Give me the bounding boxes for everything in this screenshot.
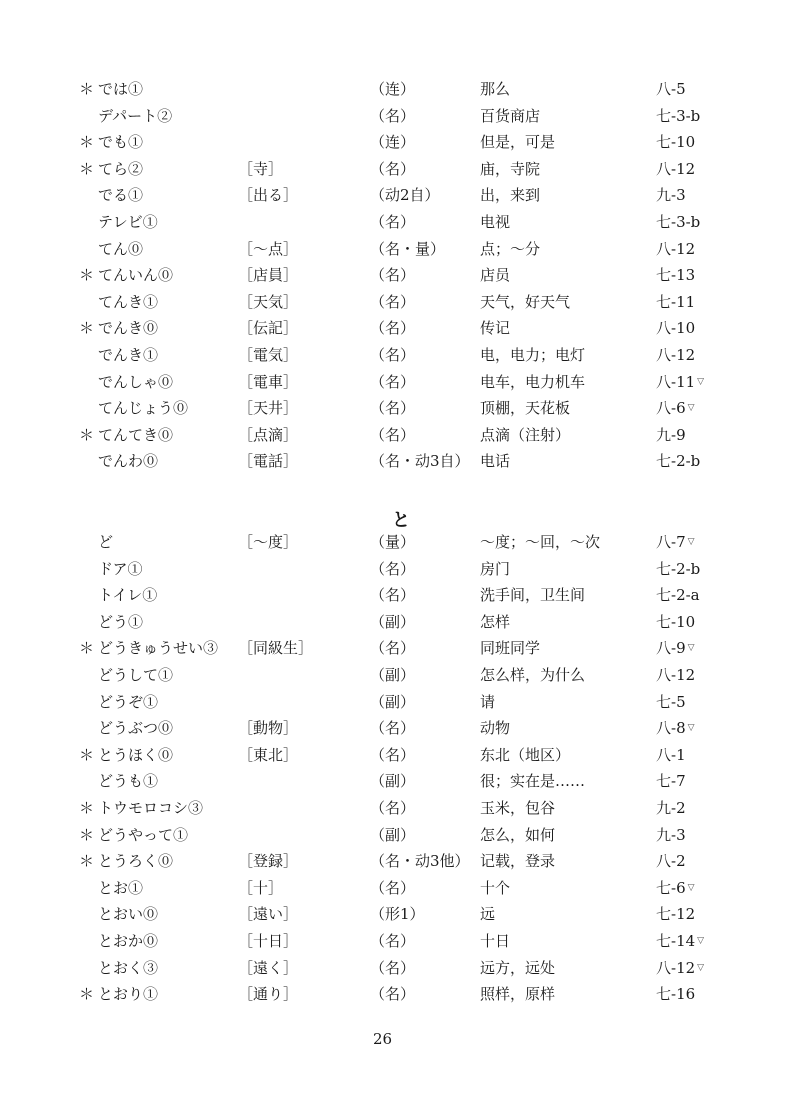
triangle-mark: ▽ xyxy=(687,882,695,893)
entry-lesson: 八-1 xyxy=(656,745,686,764)
entry-reading: でんき⓪ xyxy=(98,319,159,338)
entry-lesson: 七-13 xyxy=(656,266,696,285)
entry-part-of-speech: （名） xyxy=(370,799,416,817)
entry-lesson: 八-10 xyxy=(656,319,696,338)
entry-meaning: 但是，可是 xyxy=(480,133,556,152)
entry-kanji: ［天気］ xyxy=(238,292,299,311)
entry-meaning: 远方，远处 xyxy=(480,958,556,977)
entry-meaning: 百货商店 xyxy=(480,106,541,125)
entry-reading: とおく③ xyxy=(98,958,159,977)
vocab-entry xyxy=(0,315,800,341)
entry-reading: トウモロコシ③ xyxy=(98,799,204,817)
entry-reading: てんじょう⓪ xyxy=(98,399,189,418)
triangle-mark: ▽ xyxy=(687,537,695,547)
entry-lesson: 八-11 ▽ xyxy=(656,369,695,395)
entry-part-of-speech: （形1） xyxy=(370,905,425,924)
entry-lesson: 七-5 xyxy=(656,692,686,711)
entry-part-of-speech: （名） xyxy=(370,878,416,897)
entry-meaning: 天气，好天气 xyxy=(480,292,571,311)
entry-lesson: 七-7 xyxy=(656,772,686,791)
entry-meaning: 记载，登录 xyxy=(480,852,556,871)
vocab-entry xyxy=(0,395,800,421)
entry-part-of-speech: （名） xyxy=(370,266,416,285)
entry-lesson: 七-11 xyxy=(656,292,696,311)
entry-reading: でも① xyxy=(98,133,144,152)
entry-kanji: ［天井］ xyxy=(238,399,299,418)
entry-meaning: ～度；～回，～次 xyxy=(480,533,601,551)
entry-reading: てん⓪ xyxy=(98,239,144,258)
entry-reading: どうぞ① xyxy=(98,692,159,711)
entry-kanji: ［出る］ xyxy=(238,186,299,205)
vocab-entry xyxy=(0,422,800,448)
entry-meaning: 电车，电力机车 xyxy=(480,372,586,391)
entry-reading: デパート② xyxy=(98,106,173,125)
vocab-entry xyxy=(0,209,800,235)
entry-kanji: ［点滴］ xyxy=(238,425,299,444)
triangle-mark: ▽ xyxy=(697,936,705,946)
important-mark: ＊ xyxy=(79,852,95,871)
section-header-to: と xyxy=(392,510,410,531)
entry-lesson: 七-14 ▽ xyxy=(656,928,695,954)
important-mark: ＊ xyxy=(79,80,95,98)
vocab-entry xyxy=(0,76,800,102)
entry-lesson: 七-3-b xyxy=(656,213,701,231)
entry-lesson: 七-10 xyxy=(656,612,696,631)
entry-kanji: ［登録］ xyxy=(238,852,299,871)
entry-lesson: 七-2-b xyxy=(656,452,701,471)
entry-part-of-speech: （名・动3他） xyxy=(370,852,470,871)
entry-kanji: ［電気］ xyxy=(238,346,299,364)
entry-kanji: ［伝記］ xyxy=(238,319,299,338)
entry-meaning: 房门 xyxy=(480,559,511,578)
important-mark: ＊ xyxy=(79,319,95,338)
triangle-mark: ▽ xyxy=(687,403,695,414)
entry-part-of-speech: （名） xyxy=(370,745,416,764)
entry-reading: ど xyxy=(98,533,114,551)
entry-reading: ドア① xyxy=(98,559,143,578)
vocab-entry xyxy=(0,768,800,794)
important-mark: ＊ xyxy=(79,133,95,152)
entry-reading: てんいん⓪ xyxy=(98,266,174,285)
entry-meaning: 洗手间，卫生间 xyxy=(480,586,586,605)
entry-reading: どうぶつ⓪ xyxy=(98,719,174,738)
entry-lesson: 八-12 xyxy=(656,346,696,364)
vocab-entry xyxy=(0,742,800,768)
entry-lesson: 八-12 xyxy=(656,159,696,178)
entry-kanji: ［～度］ xyxy=(238,533,299,551)
vocab-entry xyxy=(0,182,800,208)
entry-reading: どうも① xyxy=(98,772,159,791)
important-mark: ＊ xyxy=(79,639,95,658)
important-mark: ＊ xyxy=(79,985,95,1004)
triangle-mark: ▽ xyxy=(697,376,705,387)
entry-meaning: 电视 xyxy=(480,213,511,231)
page-number: 26 xyxy=(373,1030,393,1048)
entry-reading: とうほく⓪ xyxy=(98,745,174,764)
entry-reading: テレビ① xyxy=(98,213,158,231)
entry-meaning: 顶棚，天花板 xyxy=(480,399,571,418)
entry-part-of-speech: （名） xyxy=(370,319,416,338)
entry-part-of-speech: （名・量） xyxy=(370,239,446,258)
entry-part-of-speech: （名） xyxy=(370,559,416,578)
important-mark: ＊ xyxy=(79,425,95,444)
vocab-entry xyxy=(0,529,800,555)
entry-meaning: 点滴（注射） xyxy=(480,425,571,444)
entry-reading: トイレ① xyxy=(98,586,158,605)
entry-meaning: 那么 xyxy=(480,80,511,98)
entry-lesson: 八-8 ▽ xyxy=(656,715,686,741)
entry-kanji: ［東北］ xyxy=(238,745,299,764)
vocab-entry xyxy=(0,848,800,874)
entry-meaning: 店员 xyxy=(480,266,511,285)
vocab-entry xyxy=(0,262,800,288)
entry-reading: どう① xyxy=(98,612,144,631)
entry-part-of-speech: （副） xyxy=(370,692,416,711)
entry-part-of-speech: （名） xyxy=(370,399,416,418)
entry-part-of-speech: （名） xyxy=(370,292,416,311)
entry-lesson: 八-12 xyxy=(656,666,696,684)
vocab-entry xyxy=(0,448,800,474)
important-mark: ＊ xyxy=(79,745,95,764)
entry-kanji: ［～点］ xyxy=(238,239,299,258)
entry-meaning: 怎么，如何 xyxy=(480,825,556,844)
entry-part-of-speech: （动2自） xyxy=(370,186,440,205)
entry-lesson: 九-2 xyxy=(656,799,686,817)
entry-part-of-speech: （副） xyxy=(370,666,416,684)
entry-meaning: 远 xyxy=(480,905,496,924)
entry-part-of-speech: （名） xyxy=(370,958,416,977)
entry-kanji: ［同級生］ xyxy=(238,639,314,658)
triangle-mark: ▽ xyxy=(687,643,695,654)
entry-lesson: 七-2-a xyxy=(656,586,700,605)
vocab-entry xyxy=(0,875,800,901)
entry-meaning: 怎样 xyxy=(480,612,511,631)
entry-part-of-speech: （量） xyxy=(370,533,416,551)
vocab-entry xyxy=(0,129,800,155)
vocab-entry xyxy=(0,236,800,262)
entry-lesson: 七-10 xyxy=(656,133,696,152)
entry-reading: とうろく⓪ xyxy=(98,852,174,871)
entry-lesson: 九-9 xyxy=(656,425,686,444)
entry-reading: とおか⓪ xyxy=(98,932,159,950)
entry-kanji: ［店員］ xyxy=(238,266,299,285)
entry-lesson: 八-6 ▽ xyxy=(656,395,686,421)
entry-reading: では① xyxy=(98,80,144,98)
entry-meaning: 点；～分 xyxy=(480,239,541,258)
entry-lesson: 七-2-b xyxy=(656,559,701,578)
entry-meaning: 玉米，包谷 xyxy=(480,799,556,817)
entry-lesson: 八-12 xyxy=(656,239,696,258)
entry-part-of-speech: （连） xyxy=(370,80,416,98)
vocab-entry xyxy=(0,556,800,582)
vocab-entry xyxy=(0,369,800,395)
entry-reading: とおり① xyxy=(98,985,159,1004)
vocab-entry xyxy=(0,981,800,1007)
entry-kanji: ［十日］ xyxy=(238,932,299,950)
entry-meaning: 请 xyxy=(480,692,496,711)
entry-reading: てんき① xyxy=(98,292,159,311)
entry-lesson: 八-9 ▽ xyxy=(656,635,686,661)
entry-reading: でる① xyxy=(98,186,144,205)
entry-meaning: 十日 xyxy=(480,932,511,950)
entry-lesson: 七-6 ▽ xyxy=(656,875,686,901)
entry-lesson: 七-16 xyxy=(656,985,696,1004)
entry-meaning: 怎么样，为什么 xyxy=(480,666,586,684)
vocab-entry xyxy=(0,822,800,848)
vocab-entry xyxy=(0,928,800,954)
entry-part-of-speech: （名） xyxy=(370,932,416,950)
entry-reading: とお① xyxy=(98,878,144,897)
entry-meaning: 庙，寺院 xyxy=(480,159,541,178)
vocab-entry xyxy=(0,715,800,741)
entry-reading: とおい⓪ xyxy=(98,905,159,924)
entry-lesson: 九-3 xyxy=(656,825,686,844)
entry-reading: どうやって① xyxy=(98,825,189,844)
vocab-entry xyxy=(0,156,800,182)
entry-meaning: 照样，原样 xyxy=(480,985,556,1004)
vocab-entry xyxy=(0,582,800,608)
entry-lesson: 九-3 xyxy=(656,186,686,205)
entry-part-of-speech: （名） xyxy=(370,159,416,178)
important-mark: ＊ xyxy=(79,159,95,178)
entry-part-of-speech: （名） xyxy=(370,639,416,658)
entry-kanji: ［遠く］ xyxy=(238,958,299,977)
triangle-mark: ▽ xyxy=(687,723,695,734)
entry-meaning: 东北（地区） xyxy=(480,745,571,764)
entry-part-of-speech: （连） xyxy=(370,133,416,152)
entry-part-of-speech: （副） xyxy=(370,772,416,791)
vocab-entry xyxy=(0,795,800,821)
entry-part-of-speech: （名） xyxy=(370,346,416,364)
entry-reading: どうきゅうせい③ xyxy=(98,639,219,658)
vocab-entry xyxy=(0,289,800,315)
entry-part-of-speech: （名） xyxy=(370,719,416,738)
entry-part-of-speech: （名） xyxy=(370,106,416,125)
entry-part-of-speech: （副） xyxy=(370,825,416,844)
entry-lesson: 八-2 xyxy=(656,852,686,871)
vocab-entry xyxy=(0,689,800,715)
entry-reading: てら② xyxy=(98,159,144,178)
important-mark: ＊ xyxy=(79,825,95,844)
entry-kanji: ［十］ xyxy=(238,878,284,897)
vocab-entry xyxy=(0,955,800,981)
triangle-mark: ▽ xyxy=(697,962,705,973)
entry-kanji: ［通り］ xyxy=(238,985,299,1004)
entry-meaning: 很；实在是…… xyxy=(480,772,586,791)
entry-lesson: 八-12 ▽ xyxy=(656,955,695,981)
vocab-entry xyxy=(0,342,800,368)
entry-part-of-speech: （名） xyxy=(370,985,416,1004)
vocab-entry xyxy=(0,662,800,688)
entry-kanji: ［電車］ xyxy=(238,372,299,391)
entry-reading: でんき① xyxy=(98,346,159,364)
entry-meaning: 同班同学 xyxy=(480,639,541,658)
entry-reading: でんわ⓪ xyxy=(98,452,159,471)
vocab-entry xyxy=(0,635,800,661)
entry-kanji: ［電話］ xyxy=(238,452,299,471)
entry-reading: どうして① xyxy=(98,666,174,684)
entry-kanji: ［遠い］ xyxy=(238,905,299,924)
vocab-entry xyxy=(0,901,800,927)
important-mark: ＊ xyxy=(79,799,95,817)
entry-reading: でんしゃ⓪ xyxy=(98,372,174,391)
important-mark: ＊ xyxy=(79,266,95,285)
entry-meaning: 动物 xyxy=(480,719,511,738)
entry-meaning: 电话 xyxy=(480,452,511,471)
entry-part-of-speech: （名・动3自） xyxy=(370,452,470,471)
entry-reading: てんてき⓪ xyxy=(98,425,174,444)
entry-part-of-speech: （名） xyxy=(370,586,416,605)
entry-lesson: 八-7 ▽ xyxy=(656,529,686,555)
entry-part-of-speech: （副） xyxy=(370,612,416,631)
vocab-entry xyxy=(0,609,800,635)
entry-lesson: 七-12 xyxy=(656,905,696,924)
entry-lesson: 八-5 xyxy=(656,80,686,98)
entry-lesson: 七-3-b xyxy=(656,106,701,125)
entry-part-of-speech: （名） xyxy=(370,213,416,231)
entry-part-of-speech: （名） xyxy=(370,425,416,444)
vocab-entry xyxy=(0,103,800,129)
entry-part-of-speech: （名） xyxy=(370,372,416,391)
entry-kanji: ［寺］ xyxy=(238,159,284,178)
entry-meaning: 传记 xyxy=(480,319,511,338)
entry-kanji: ［動物］ xyxy=(238,719,299,738)
entry-meaning: 电，电力；电灯 xyxy=(480,346,586,364)
entry-meaning: 十个 xyxy=(480,878,511,897)
entry-meaning: 出，来到 xyxy=(480,186,541,205)
